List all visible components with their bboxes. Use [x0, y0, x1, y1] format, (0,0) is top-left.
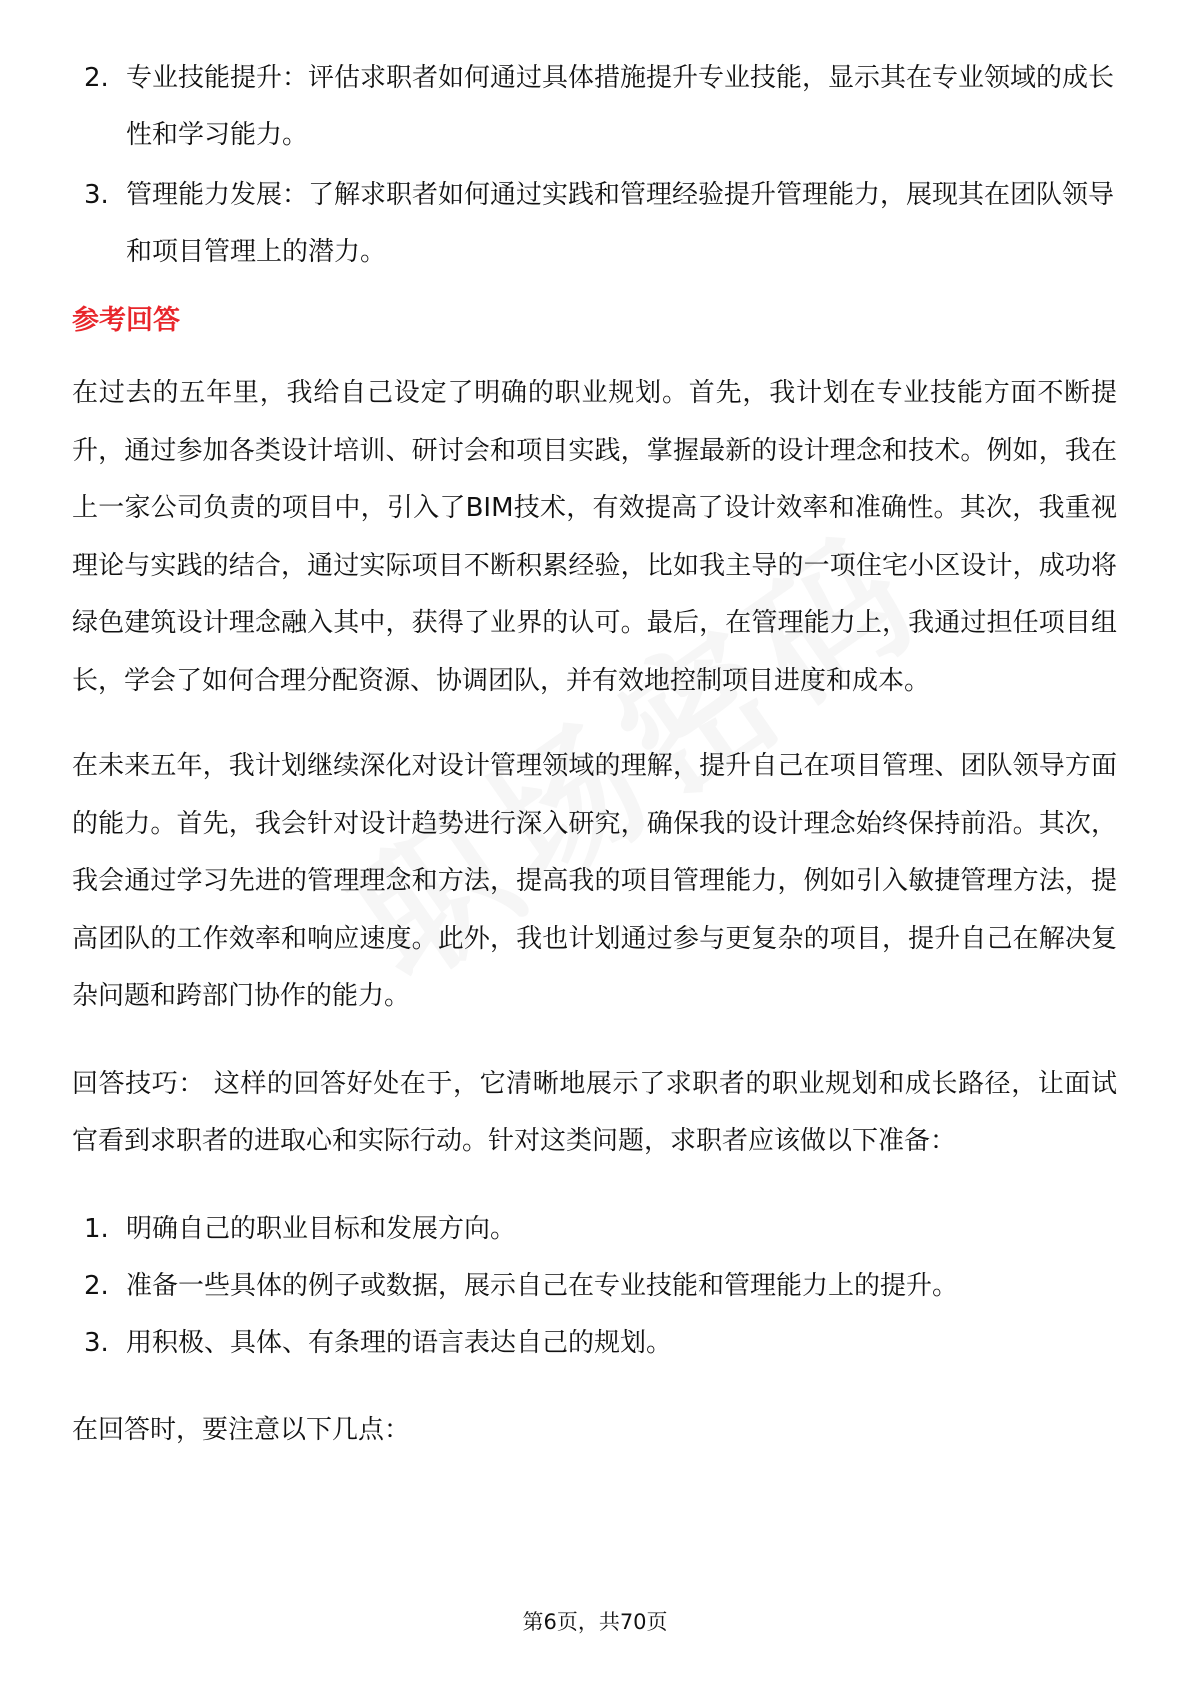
list-number: 3. — [84, 180, 109, 210]
list-number: 2. — [84, 63, 109, 93]
reference-answer-heading: 参考回答 — [72, 305, 180, 336]
answer-tips-paragraph: 回答技巧： 这样的回答好处在于，它清晰地展示了求职者的职业规划和成长路径，让面试官看到求职者的进取心和实际行动。针对这类问题，求职者应该做以下准备： — [72, 1068, 1117, 1156]
list-item-text: 了解求职者如何通过实践和管理经验提升管理能力，展现其在团队领导和项目管理上的潜力。 — [126, 180, 1115, 267]
list-number: 3. — [84, 1327, 109, 1358]
list-item-text: 准备一些具体的例子或数据，展示自己在专业技能和管理能力上的提升。 — [126, 1270, 959, 1301]
list-item-label: 管理能力发展： — [126, 180, 309, 210]
list-number: 1. — [84, 1213, 109, 1244]
list-item — [72, 1258, 1117, 1315]
list-item-label: 专业技能提升： — [126, 63, 309, 93]
list-item — [72, 50, 1117, 164]
notes-intro: 在回答时，要注意以下几点： — [72, 1414, 411, 1445]
answer-paragraph-1: 在过去的五年里，我给自己设定了明确的职业规划。首先，我计划在专业技能方面不断提升，通过参加各类设计培训、研讨会和项目实践，掌握最新的设计理念和技术。例如，我在上一家公司负责的项目中，引入了BIM技术，有效提高了设计效率和准确性。其次，我重视理论与实践的结合，通过实际项目不断积累经验，比如我主导的一项住宅小区设计，成功将绿色建筑设计理念融入其中，获得了业界的认可。最后，在管理能力上，我通过担任项目组长，学会了如何合理分配资源、协调团队，并有效地控制项目进度和成本。 — [72, 378, 1117, 696]
list-item-text: 明确自己的职业目标和发展方向。 — [126, 1213, 517, 1244]
list-item-text: 用积极、具体、有条理的语言表达自己的规划。 — [126, 1327, 673, 1358]
list-item-text: 评估求职者如何通过具体措施提升专业技能，显示其在专业领域的成长性和学习能力。 — [126, 63, 1115, 150]
list-number: 2. — [84, 1270, 109, 1301]
evaluation-points-list — [72, 50, 1117, 281]
list-item — [72, 1201, 1117, 1258]
answer-paragraph-2: 在未来五年，我计划继续深化对设计管理领域的理解，提升自己在项目管理、团队领导方面的能力。首先，我会针对设计趋势进行深入研究，确保我的设计理念始终保持前沿。其次，我会通过学习先进的管理理念和方法，提高我的项目管理能力，例如引入敏捷管理方法，提高团队的工作效率和响应速度。此外，我也计划通过参与更复杂的项目，提升自己在解决复杂问题和跨部门协作的能力。 — [72, 751, 1117, 1011]
preparation-list — [72, 1201, 1117, 1372]
list-item — [72, 1315, 1117, 1372]
page-content — [72, 50, 1117, 1459]
list-item — [72, 167, 1117, 281]
page-number-footer: 第6页，共70页 — [522, 1610, 668, 1634]
